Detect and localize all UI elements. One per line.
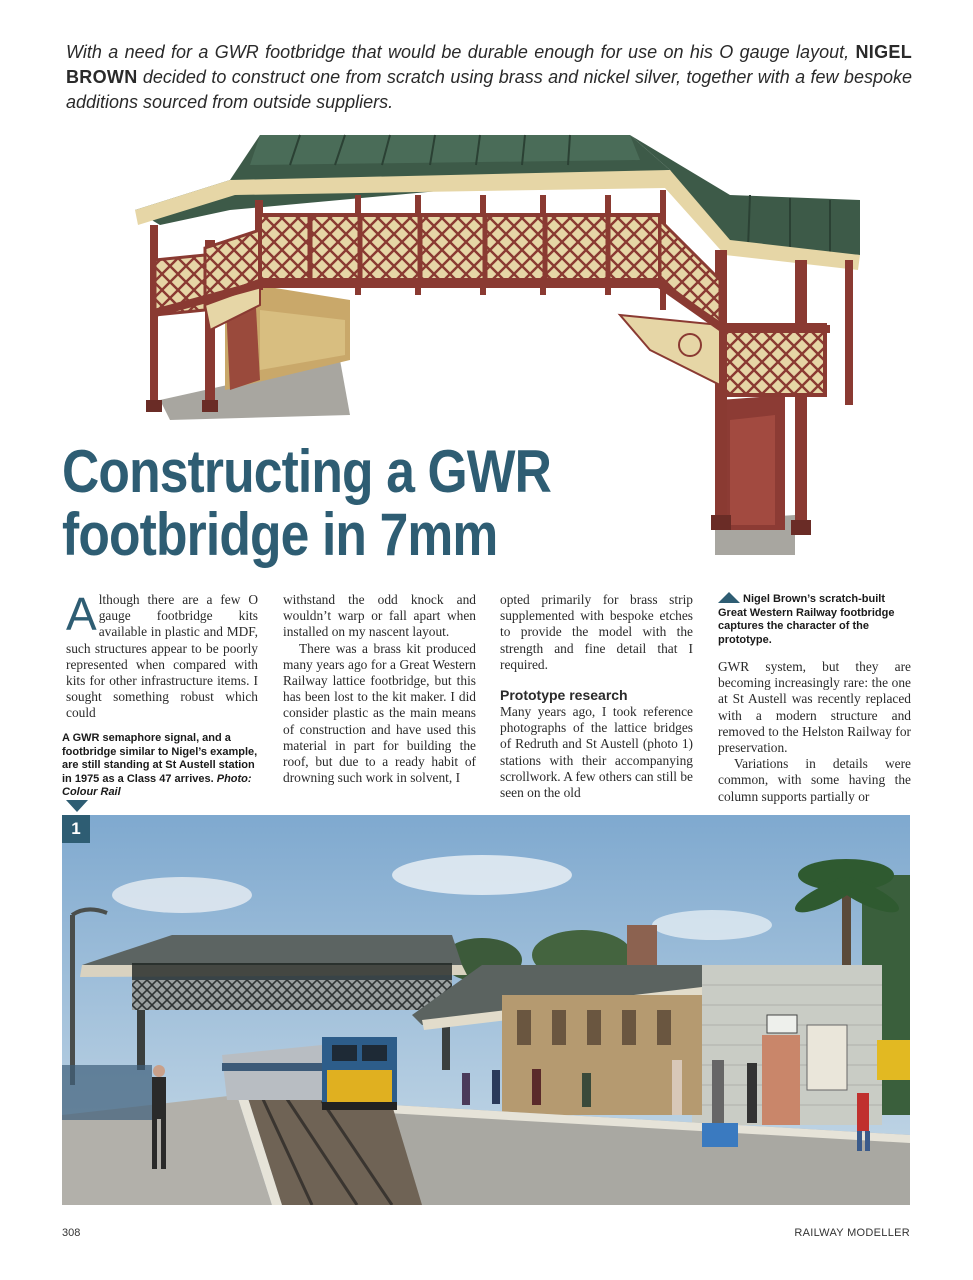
col4-paragraph-1: GWR system, but they are becoming increasingly rare: the one at St Austell was recently replaced with a modern structure and removed to the Helston Railway for preservation. xyxy=(718,659,911,756)
intro-text-pre: With a need for a GWR footbridge that would be durable enough for use on his O gauge layout, xyxy=(66,42,850,62)
body-column-1 xyxy=(66,588,258,722)
col2-paragraph-2: There was a brass kit produced many years ago for a Great Western Railway lattice footbridge, but this has been lost to the kit maker. I did consider plastic as the main means of construction and have used this material in part for building the roof, but due to a ready habit of drowning such work in solvent, I xyxy=(283,640,476,786)
col2-paragraph-1: withstand the odd knock and wouldn’t warp or fall apart when installed on my nascent layout. xyxy=(283,592,476,640)
col3-paragraph-1: opted primarily for brass strip supplemented with bespoke etches to provide the model with the strength and fine detail that I required. xyxy=(500,592,693,672)
article-title xyxy=(62,440,612,566)
title-line-1: Constructing a GWR xyxy=(62,438,552,505)
caption-pointer-down-icon xyxy=(66,800,88,812)
col4-paragraph-2: Variations in details were common, with some having the column supports partially or xyxy=(718,756,911,804)
intro-standfirst xyxy=(66,40,912,115)
hero-caption-text: Nigel Brown’s scratch-built Great Western Railway footbridge captures the character of the prototype. xyxy=(718,593,895,646)
body-column-4 xyxy=(718,592,911,805)
photo1-credit: Photo: Colour Rail xyxy=(62,772,252,798)
caption-pointer-up-icon xyxy=(718,592,740,603)
hero-caption xyxy=(718,592,911,647)
drop-cap: A xyxy=(66,588,97,640)
photo-number-badge: 1 xyxy=(62,815,90,843)
photo1-caption xyxy=(62,732,262,800)
body-column-2 xyxy=(283,592,476,786)
col3-paragraph-2: Many years ago, I took reference photographs of the lattice bridges of Redruth and St Austell (photo 1) stations with their accompanying scrollwork. A few others can still be seen on the old xyxy=(500,704,694,801)
photo-st-austell-station xyxy=(62,815,910,1205)
magazine-name: RAILWAY MODELLER xyxy=(794,1227,910,1239)
body-column-3 xyxy=(500,592,693,801)
col1-paragraph: Although there are a few O gauge footbridge kits available in plastic and MDF, such structures appear to be poorly represented when compared with kits for other infrastructure items. I sought something robust which could xyxy=(66,588,258,721)
photo1-caption-text: A GWR semaphore signal, and a footbridge similar to Nigel’s example, are still standing at St Austell station in 1975 as a Class 47 arrives. xyxy=(62,732,258,785)
title-line-2: footbridge in 7mm xyxy=(62,501,498,568)
author-name: NIGEL BROWN xyxy=(66,42,912,87)
intro-text-post: decided to construct one from scratch using brass and nickel silver, together with a few bespoke additions sourced from outside suppliers. xyxy=(66,67,912,112)
page-number: 308 xyxy=(62,1227,81,1239)
subheading-prototype-research: Prototype research xyxy=(500,687,628,704)
